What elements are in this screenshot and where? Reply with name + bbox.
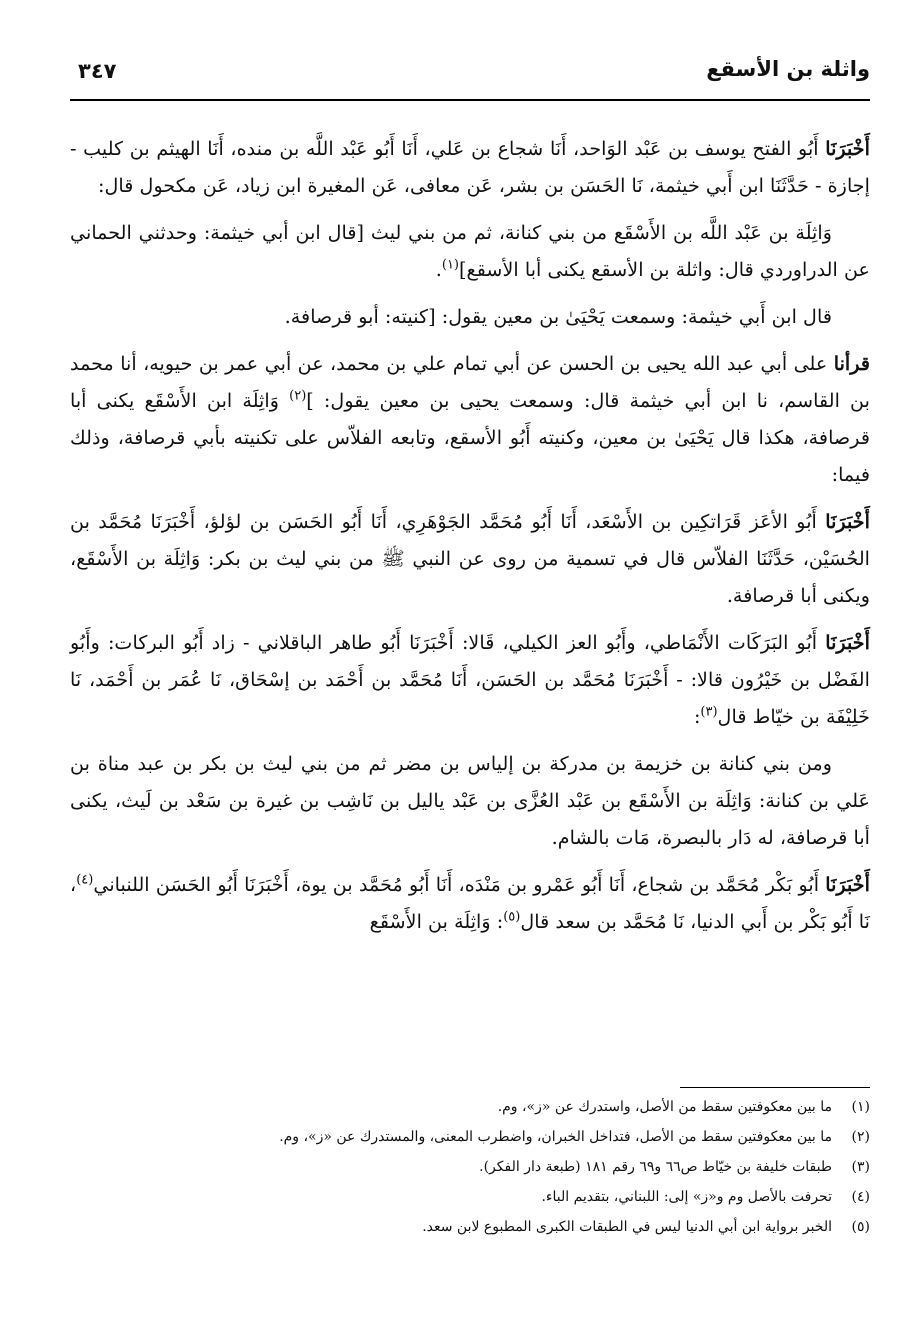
footnote-number: (١) bbox=[851, 1099, 870, 1115]
keyword: قرأنا bbox=[833, 352, 870, 375]
keyword: أَخْبَرَنَا bbox=[825, 137, 870, 160]
footnotes bbox=[70, 1099, 870, 1249]
footnote bbox=[70, 1189, 870, 1206]
footnote-text: طبقات خليفة بن خيّاط ص٦٦ و٦٩ رقم ١٨١ (طبعة دار الفكر). bbox=[479, 1159, 832, 1175]
paragraph-1 bbox=[70, 130, 870, 204]
keyword: أَخْبَرَنَا bbox=[825, 873, 870, 896]
keyword: أَخْبَرَنَا bbox=[825, 510, 870, 533]
footnote-text: ما بين معكوفتين سقط من الأصل، فتداخل الخبران، واضطرب المعنى، والمستدرك عن «ز»، وم. bbox=[279, 1129, 832, 1145]
paragraph-6 bbox=[70, 624, 870, 735]
book-page bbox=[70, 55, 870, 1315]
footnote-number: (٤) bbox=[851, 1189, 870, 1205]
footnote-ref-2: (٢) bbox=[289, 388, 307, 404]
footnote-ref-1: (١) bbox=[441, 257, 459, 273]
running-head: واثلة بن الأسقع bbox=[706, 57, 870, 81]
paragraph-text-after: وَاثِلَة ابن الأَسْقَع يكنى أبا قرصافة، هكذا قال يَحْيَىٰ بن معين، وكنيته أَبُو الأسقع، وتابعه الفلاّس على تكنيته بأبي قرصافة، وذلك فيما: bbox=[70, 389, 870, 486]
paragraph-text-after: . bbox=[435, 258, 442, 281]
paragraph-3 bbox=[70, 298, 870, 335]
footnote-number: (٢) bbox=[851, 1129, 870, 1145]
paragraph-text-after: ، نَا أَبُو بَكْر بن أَبي الدنيا، نَا مُحَمَّد بن سعد قال bbox=[70, 873, 870, 933]
footnote-number: (٣) bbox=[851, 1159, 870, 1175]
footnote-ref-3: (٣) bbox=[700, 704, 718, 720]
paragraph-text: ومن بني كنانة بن خزيمة بن مدركة بن إلياس بن مضر ثم من بني ليث بن بكر بن عبد مناة بن عَلي بن كنانة: وَاثِلَة بن الأَسْقَع بن عَبْد العُزَّى بن عَبْد ياليل بن نَاشِب بن غيرة بن سَعْد بن لَيث، يكنى أبا قرصافة، له دَار بالبصرة، مَات بالشام. bbox=[70, 752, 870, 849]
footnote-number: (٥) bbox=[851, 1219, 870, 1235]
footnote bbox=[70, 1219, 870, 1236]
paragraph-text: أَبُو الفتح يوسف بن عَبْد الوَاحد، أَنَا شجاع بن عَلي، أَنَا أَبُو عَبْد اللَّه بن منده، أَنَا الهيثم بن كليب - إجازة - حَدَّثَنَا ابن أَبي خيثمة، نَا الحَسَن بن بشر، عَن معافى، عَن المغيرة ابن زياد، عَن مكحول قال: bbox=[70, 137, 870, 197]
footnote-text: الخبر برواية ابن أبي الدنيا ليس في الطبقات الكبرى المطبوع لابن سعد. bbox=[422, 1219, 832, 1235]
paragraph-text: أَبُو البَرَكَات الأَنْمَاطي، وأَبُو العز الكيلي، قَالا: أَخْبَرَنَا أَبُو طاهر الباقلاني - زاد أَبُو البركات: وأَبُو الفَضْل بن خَيْرُون قالا: - أَخْبَرَنَا مُحَمَّد بن الحَسَن، أَنَا مُحَمَّد بن أَحْمَد بن إسْحَاق، نَا عُمَر بن أَحْمَد، نَا خَلِيْفَة بن خيّاط قال bbox=[70, 631, 870, 728]
page-number: ٣٤٧ bbox=[78, 59, 117, 83]
footnote-text: ما بين معكوفتين سقط من الأصل، واستدرك عن «ز»، وم. bbox=[497, 1099, 832, 1115]
paragraph-8 bbox=[70, 866, 870, 940]
main-text bbox=[70, 130, 870, 950]
paragraph-2 bbox=[70, 214, 870, 288]
paragraph-text: أَبُو بَكْر مُحَمَّد بن شجاع، أَنَا أَبُو عَمْرو بن مَنْدَه، أَنَا أَبُو مُحَمَّد بن يوة، أَخْبَرَنَا أَبُو الحَسَن اللنباني bbox=[93, 873, 826, 896]
footnote-ref-5: (٥) bbox=[503, 909, 521, 925]
paragraph-text-after-2: : وَاثِلَة بن الأَسْقَع bbox=[369, 910, 504, 933]
footnote-separator bbox=[680, 1087, 870, 1088]
footnote bbox=[70, 1099, 870, 1116]
paragraph-5 bbox=[70, 503, 870, 614]
footnote-text: تحرفت بالأصل وم و«ز» إلى: اللبناني، بتقديم الباء. bbox=[541, 1189, 832, 1205]
header-rule bbox=[70, 99, 870, 101]
page-header bbox=[70, 55, 870, 95]
paragraph-text: على أبي عبد الله يحيى بن الحسن عن أبي تمام علي بن محمد، عن أبي عمر بن حيويه، أنا محمد بن القاسم، نا ابن أبي خيثمة قال: وسمعت يحيى بن معين يقول: ] bbox=[70, 352, 870, 412]
paragraph-4 bbox=[70, 345, 870, 493]
keyword: أَخْبَرَنَا bbox=[825, 631, 870, 654]
footnote bbox=[70, 1129, 870, 1146]
footnote-ref-4: (٤) bbox=[76, 872, 94, 888]
paragraph-text: أَبُو الأعَز قَرَاتكِين بن الأَسْعَد، أَنَا أَبُو مُحَمَّد الجَوْهَرِي، أَنَا أَبُو الحَسَن بن لؤلؤ، أَخْبَرَنَا مُحَمَّد بن الحُسَيْن، حَدَّثَنَا الفلاّس قال في تسمية من روى عن النبي ﷺ من بني ليث بن بكر: وَاثِلَة بن الأَسْقَع، ويكنى أبا قرصافة. bbox=[70, 510, 870, 607]
paragraph-text-after: : bbox=[693, 705, 701, 728]
paragraph-text: قال ابن أَبي خيثمة: وسمعت يَحْيَىٰ بن معين يقول: [كنيته: أبو قرصافة. bbox=[284, 305, 832, 328]
paragraph-text: وَاثِلَة بن عَبْد اللَّه بن الأَسْقَع من بني كنانة، ثم من بني ليث [قال ابن أبي خيثمة: وحدثني الحماني عن الدراوردي قال: واثلة بن الأسقع يكنى أبا الأسقع] bbox=[70, 221, 870, 281]
footnote bbox=[70, 1159, 870, 1176]
paragraph-7 bbox=[70, 745, 870, 856]
